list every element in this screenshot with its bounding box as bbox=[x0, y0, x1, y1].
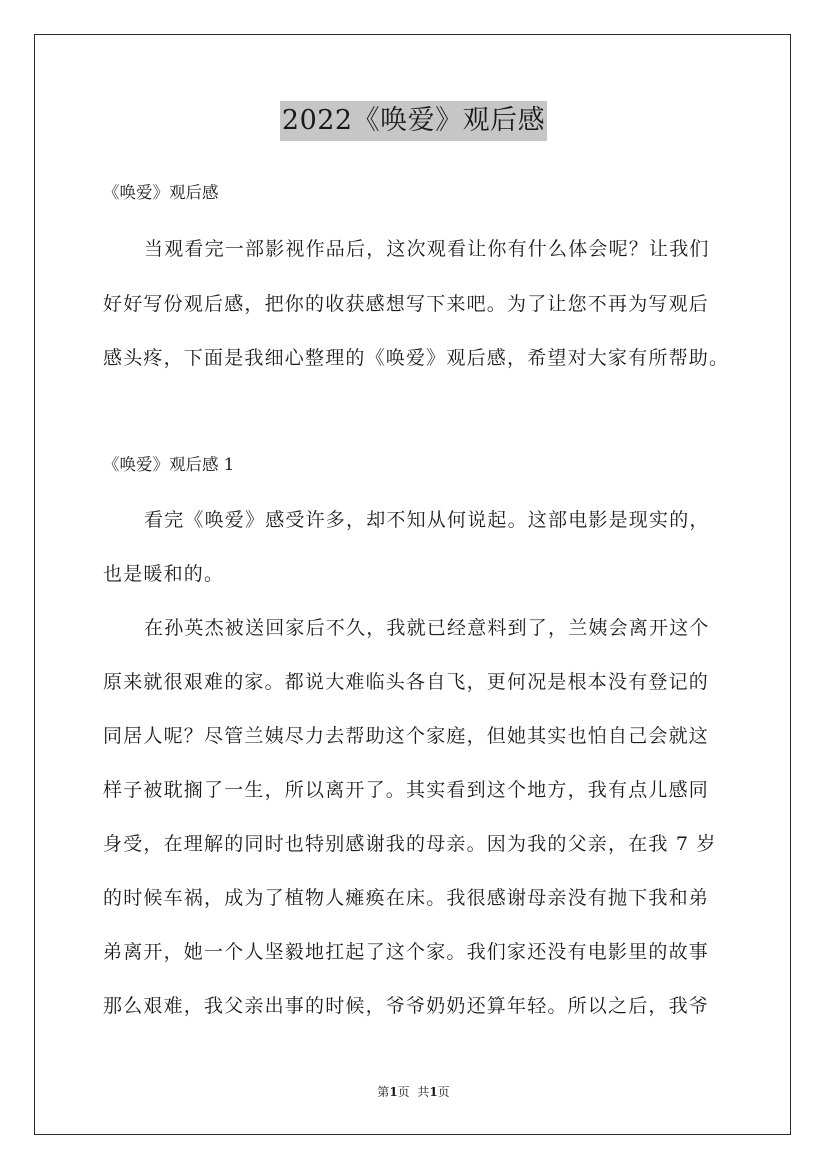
paragraph-line: 那么艰难，我父亲出事的时候，爷爷奶奶还算年轻。所以之后，我爷 bbox=[103, 995, 710, 1017]
paragraph-line: 原来就很艰难的家。都说大难临头各自飞，更何况是根本没有登记的 bbox=[103, 671, 710, 693]
paragraph-line: 看完《唤爱》感受许多，却不知从何说起。这部电影是现实的， bbox=[144, 509, 710, 531]
title-container bbox=[0, 101, 827, 141]
paragraph-line: 弟离开，她一个人坚毅地扛起了这个家。我们家还没有电影里的故事 bbox=[103, 941, 710, 963]
footer-mid: 页 共 bbox=[397, 1085, 430, 1099]
document-title: 2022《唤爱》观后感 bbox=[280, 101, 547, 141]
page-footer bbox=[0, 1084, 827, 1100]
paragraph-line: 身受，在理解的同时也特别感谢我的母亲。因为我的父亲，在我 7 岁 bbox=[103, 833, 717, 855]
intro-line: 感头疼，下面是我细心整理的《唤爱》观后感，希望对大家有所帮助。 bbox=[103, 347, 730, 369]
footer-prefix: 第 bbox=[377, 1085, 390, 1099]
footer-suffix: 页 bbox=[437, 1085, 450, 1099]
paragraph-line: 也是暖和的。 bbox=[103, 563, 225, 585]
paragraph-line: 的时候车祸，成为了植物人瘫痪在床。我很感谢母亲没有抛下我和弟 bbox=[103, 887, 710, 909]
paragraph-line: 样子被耽搁了一生，所以离开了。其实看到这个地方，我有点儿感同 bbox=[103, 779, 710, 801]
page-number: 1 bbox=[389, 1085, 398, 1099]
document-subtitle: 《唤爱》观后感 bbox=[103, 183, 219, 202]
section-heading: 《唤爱》观后感 1 bbox=[103, 455, 235, 474]
paragraph-line: 同居人呢？尽管兰姨尽力去帮助这个家庭，但她其实也怕自己会就这 bbox=[103, 725, 710, 747]
intro-line: 好好写份观后感，把你的收获感想写下来吧。为了让您不再为写观后 bbox=[103, 293, 710, 315]
paragraph-line: 在孙英杰被送回家后不久，我就已经意料到了，兰姨会离开这个 bbox=[144, 617, 710, 639]
intro-line: 当观看完一部影视作品后，这次观看让你有什么体会呢？让我们 bbox=[144, 238, 710, 260]
page-total: 1 bbox=[429, 1085, 438, 1099]
